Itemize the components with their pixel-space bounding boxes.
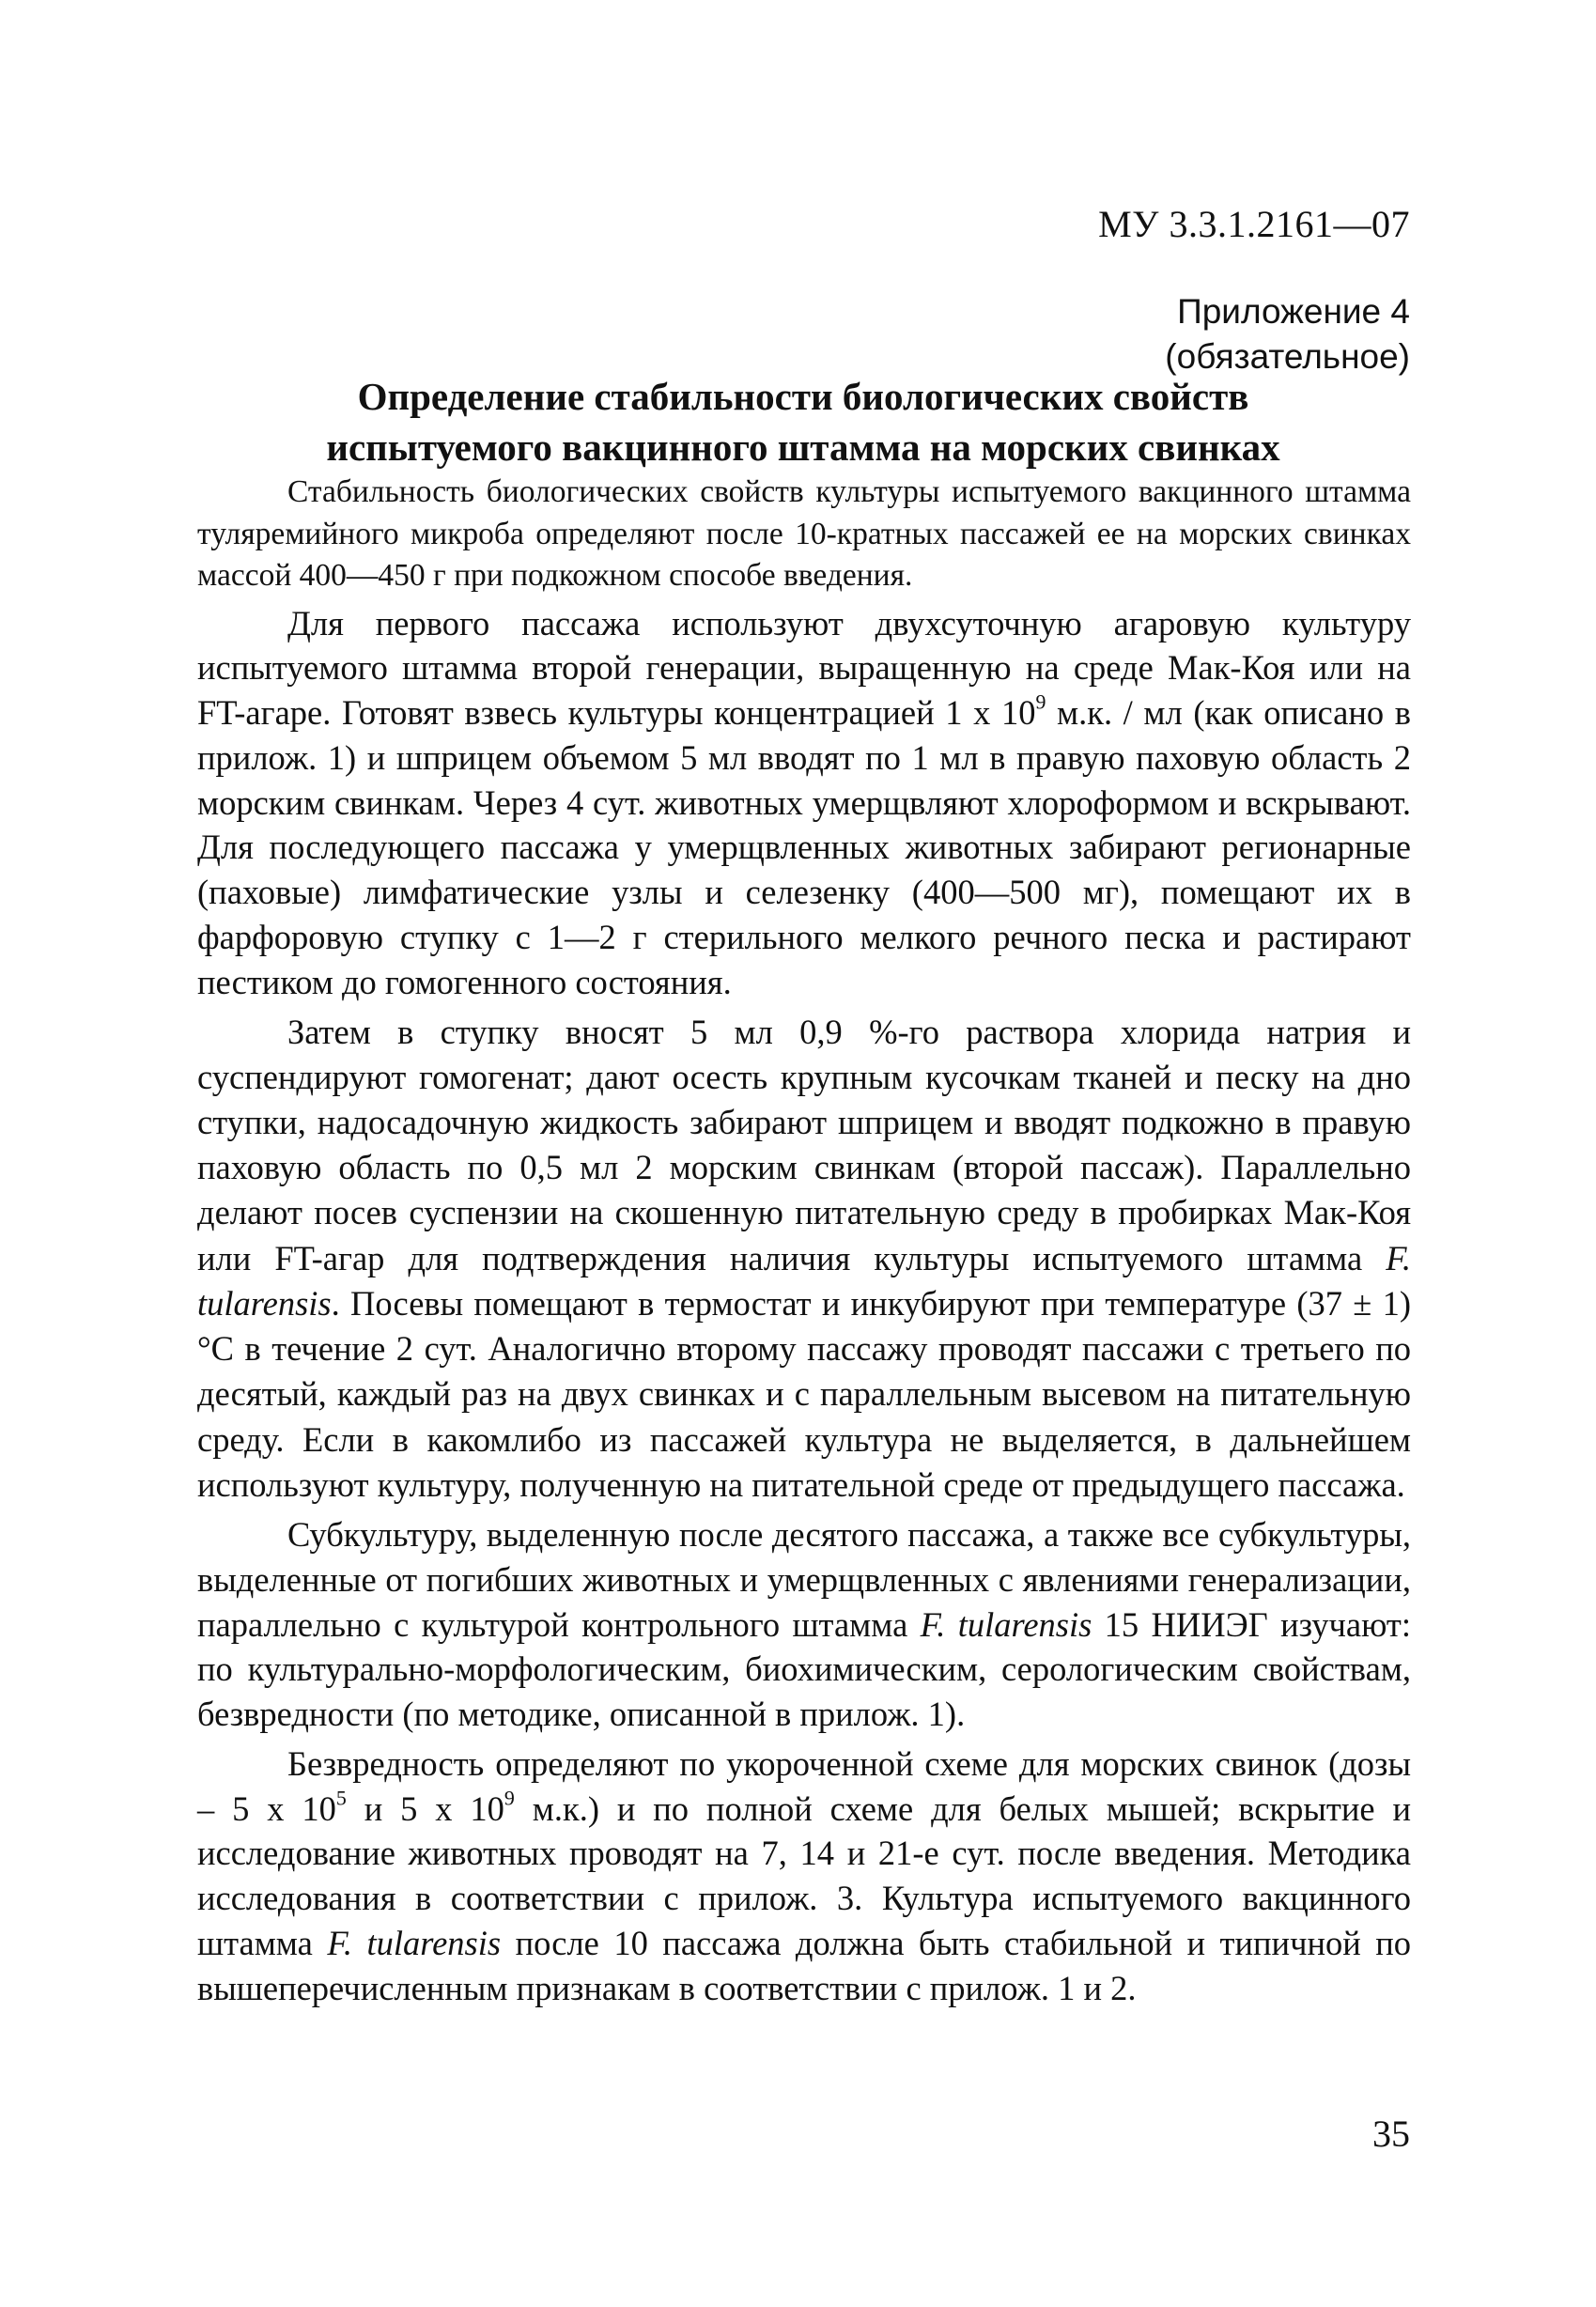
section-title-line-2: испытуемого вакцинного штамма на морских свинках — [326, 426, 1280, 469]
paragraph-3 — [197, 1010, 1411, 1508]
paragraph-5-part-1: Безвредность определяют по укороченной схеме для морских свинок (дозы – 5 х 10 — [197, 1743, 1411, 1828]
page-number: 35 — [1372, 2113, 1410, 2155]
paragraph-4-part-2: 15 НИИЭГ изучают: по культурально-морфологическим, биохимическим, серологическим свойствам, безвредности (по методике, описанной в прилож. 1). — [197, 1604, 1411, 1734]
species-name: F. tularensis — [327, 1924, 502, 1963]
species-name: F. tularensis — [197, 1238, 1411, 1323]
section-title — [197, 371, 1409, 472]
appendix-label-block — [1165, 289, 1410, 379]
body-text — [197, 472, 1411, 2011]
section-title-line-1: Определение стабильности биологических свойств — [357, 375, 1249, 418]
document-code: МУ 3.3.1.2161—07 — [1098, 203, 1410, 245]
paragraph-3-part-2: . Посевы помещают в термостат и инкубируют при температуре (37 ± 1) °С в течение 2 сут. Аналогично второму пассажу проводят пассажи с третьего по десятый, каждый раз на двух свинках и с параллельным высевом на питательную среду. Если в какомлибо из пассажей культура не выделяется, в дальнейшем используют культуру, полученную на питательной среде от предыдущего пассажа. — [197, 1283, 1411, 1504]
paragraph-3-part-1: Затем в ступку вносят 5 мл 0,9 %-го раствора хлорида натрия и суспендируют гомогенат; дают осесть крупным кусочкам тканей и песку на дно ступки, надосадочную жидкость забирают шприцем и вводят подкожно в правую паховую область по 0,5 мл 2 морским свинкам (второй пассаж). Параллельно делают посев суспензии на скошенную питательную среду в пробирках Мак-Коя или FT-агар для подтверждения наличия культуры испытуемого штамма — [197, 1012, 1411, 1277]
paragraph-1: Стабильность биологических свойств культуры испытуемого вакцинного штамма туляремийного микроба определяют после 10-кратных пассажей ее на морских свинках массой 400—450 г при подкожном способе введения. — [197, 474, 1411, 593]
paragraph-2-part-1: Для первого пассажа используют двухсуточную агаровую культуру испытуемого штамма второй генерации, выращенную на среде Мак-Коя или на FT-агаре. Готовят взвесь культуры концентрацией 1 х 10 — [197, 603, 1411, 733]
paragraph-4-part-1: Субкультуру, выделенную после десятого пассажа, а также все субкультуры, выделенные от погибших животных и умерщвленных с явлениями генерализации, параллельно с культурой контрольного штамма — [197, 1514, 1411, 1644]
paragraph-2 — [197, 601, 1411, 1005]
appendix-label: Приложение 4 — [1177, 292, 1410, 331]
paragraph-2-part-2: м.к. / мл (как описано в прилож. 1) и шприцем объемом 5 мл вводят по 1 мл в правую паховую область 2 морским свинкам. Через 4 сут. животных умерщвляют хлороформом и вскрывают. Для последующего пассажа у умерщвленных животных забирают регионарные (паховые) лимфатические узлы и селезенку (400—500 мг), помещают их в фарфоровую ступку с 1—2 г стерильного мелкого речного песка и растирают пестиком до гомогенного состояния. — [197, 693, 1411, 1001]
paragraph-5-part-4: после 10 пассажа должна быть стабильной и типичной по вышеперечисленным признакам в соответствии с прилож. 1 и 2. — [197, 1924, 1412, 2007]
concentration-exponent: 9 — [1035, 689, 1046, 714]
paragraph-5-part-2: и 5 х 10 — [346, 1788, 504, 1828]
paragraph-5-part-3: м.к.) и по полной схеме для белых мышей; вскрытие и исследование животных проводят на 7, 14 и 21-е сут. после введения. Методика исследования в соответствии с прилож. 3. Культура испытуемого вакцинного штамма — [197, 1788, 1411, 1963]
paragraph-5 — [197, 1742, 1411, 2011]
appendix-note: (обязательное) — [1165, 337, 1410, 376]
paragraph-4 — [197, 1512, 1411, 1737]
dose-exponent-1: 5 — [335, 1786, 347, 1810]
species-name: F. tularensis — [920, 1604, 1092, 1644]
dose-exponent-2: 9 — [504, 1786, 515, 1810]
